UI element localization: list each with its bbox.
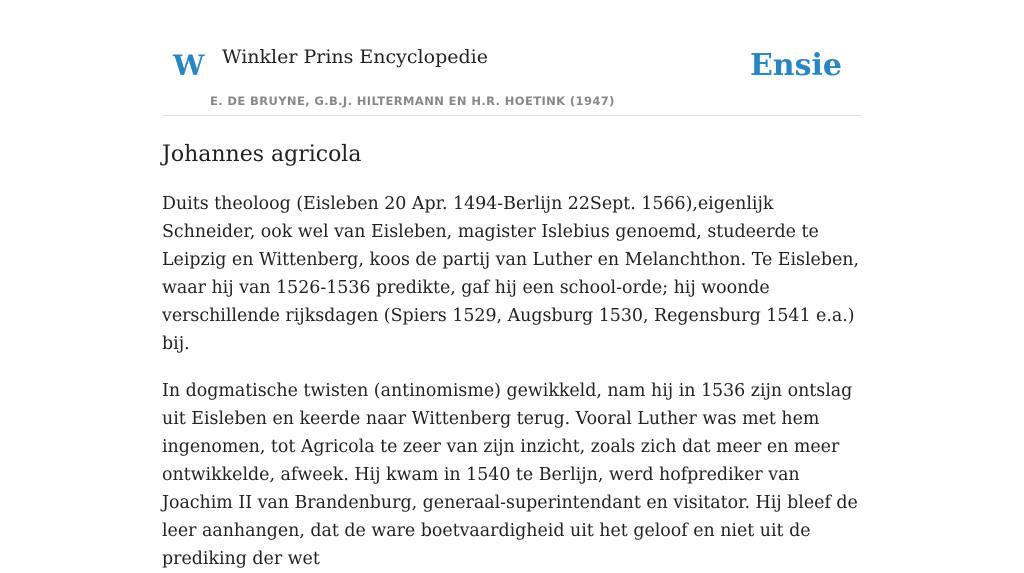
winkler-prins-logo-icon[interactable]: W bbox=[173, 49, 205, 82]
article-title: Johannes agricola bbox=[162, 142, 362, 167]
site-header bbox=[162, 0, 862, 116]
article-paragraph: In dogmatische twisten (antinomisme) gewikkeld, nam hij in 1536 zijn ontslag uit Eisleben en keerde naar Wittenberg terug. Vooral Luther was met hem ingenomen, tot Agricola te zeer van zijn inzicht, zoals zich dat meer en meer ontwikkelde, afweek. Hij kwam in 1540 te Berlijn, werd hofprediker van Joachim II van Brandenburg, generaal-superintendant en visitator. Hij bleef de leer aanhangen, dat de ware boetvaardigheid uit het geloof en niet uit de prediking der wet bbox=[162, 381, 858, 570]
encyclopedia-authors: E. DE BRUYNE, G.B.J. HILTERMANN EN H.R. HOETINK (1947) bbox=[210, 94, 615, 108]
ensie-brand-logo[interactable]: Ensie bbox=[749, 48, 842, 83]
article-paragraph: Duits theoloog (Eisleben 20 Apr. 1494-Berlijn 22Sept. 1566),eigenlijk Schneider, ook wel van Eisleben, magister Islebius genoemd, studeerde te Leipzig en Wittenberg, koos de partij van Luther en Melanchthon. Te Eisleben, waar hij van 1526-1536 predikte, gaf hij een school-orde; hij woonde verschillende rijksdagen (Spiers 1529, Augsburg 1530, Regensburg 1541 e.a.) bij. bbox=[162, 194, 859, 355]
encyclopedia-title-link[interactable]: Winkler Prins Encyclopedie bbox=[222, 46, 488, 68]
page-container bbox=[162, 0, 862, 573]
